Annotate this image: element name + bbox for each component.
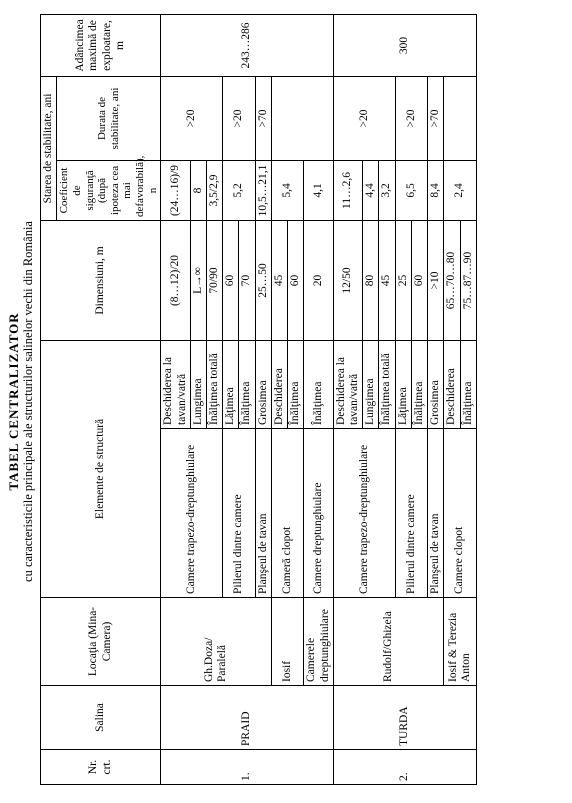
parameter-cell: Lungimea [190,340,206,428]
parameter-cell: Înălţimea totală [207,340,223,428]
table-row [444,14,460,784]
dimension-cell: 60 [411,220,427,340]
parameter-cell: Deschiderea [444,340,460,428]
coefficient-cell: 5,4 [271,160,303,220]
coefficient-cell: 2,4 [444,160,476,220]
table-row [333,14,362,784]
dimension-cell: 60 [223,220,239,340]
locatia-cell: Camerele dreptunghiulare [304,598,333,686]
dimension-cell: 75…87…90 [460,220,476,340]
duration-cell: >70 [428,76,444,160]
locatia-cell: Iosif & Terezia Anton [444,598,476,686]
dimension-cell: 25 [395,220,411,340]
coefficient-cell: 8 [190,160,206,220]
header-row [41,14,57,784]
dimension-cell: 80 [363,220,379,340]
coefficient-cell: 3,5/2,9 [207,160,223,220]
salina-cell: PRAID [161,686,333,750]
dimension-cell: 45 [271,220,287,340]
table-row [271,14,287,784]
coefficient-cell: 6,5 [395,160,427,220]
header-adancimea: Adâncimea maximă de exploatare, m [41,14,161,76]
header-locatia: Locaţia (Mina-Camera) [41,598,161,686]
element-cell: Camere trapezo-dreptunghiulare [161,429,223,598]
coefficient-cell: 8,4 [428,160,444,220]
structures-table [40,14,477,785]
element-cell: Planşeul de tavan [255,429,271,598]
dimension-cell: 12/50 [333,220,362,340]
parameter-cell: Lungimea [363,340,379,428]
coefficient-cell: 11…2,6 [333,160,362,220]
element-cell: Camere trapezo-dreptunghiulare [333,429,395,598]
element-cell: Pilierul dintre camere [223,429,255,598]
table-subtitle: cu caracteristicile principale ale structurilor salinelor vechi din România [21,221,35,582]
dimension-cell: L→∞ [190,220,206,340]
header-durata: Durata de stabilitate, ani [57,76,161,160]
element-cell: Pilierul dintre camere [395,429,427,598]
coefficient-cell: 4,4 [363,160,379,220]
element-cell: Planşeul de tavan [428,429,444,598]
header-coeficient: Coeficient de siguranţă (după ipoteza cea mai defavorabilă), n [57,160,161,220]
coefficient-cell: 4,1 [304,160,333,220]
coefficient-cell: 5,2 [223,160,255,220]
duration-cell: >20 [333,76,395,160]
dimension-cell: 25…50 [255,220,271,340]
element-cell: Camere clopot [444,429,476,598]
parameter-cell: Înălţimea [304,340,333,428]
coefficient-cell: 10,5…21,1 [255,160,271,220]
header-starea: Starea de stabilitate, ani [41,76,57,220]
dimension-cell: 70/90 [207,220,223,340]
duration-cell [271,76,333,160]
duration-cell: >20 [161,76,223,160]
parameter-cell: Grosimea [428,340,444,428]
element-cell: Cameră clopot [271,429,303,598]
header-elemente: Elemente de structură [41,340,161,597]
table-title: TABEL CENTRALIZATOR [6,312,21,491]
depth-cell: 300 [333,14,476,76]
element-cell: Camere dreptunghiulare [304,429,333,598]
dimension-cell: 20 [304,220,333,340]
nr-cell: 2. [333,750,476,785]
dimension-cell: >10 [428,220,444,340]
parameter-cell: Înălţimea [239,340,255,428]
parameter-cell: Înălţimea [288,340,304,428]
locatia-cell: Gh.Doza/ Paralelă [161,598,272,686]
nr-cell: 1. [161,750,333,785]
duration-cell: >70 [255,76,271,160]
dimension-cell: 45 [379,220,395,340]
parameter-cell: Grosimea [255,340,271,428]
locatia-cell: Iosif [271,598,303,686]
dimension-cell: 70 [239,220,255,340]
parameter-cell: Lăţimea [395,340,411,428]
coefficient-cell: (24…16)/9 [161,160,190,220]
parameter-cell: Înălţimea totală [379,340,395,428]
depth-cell: 243…286 [161,14,333,76]
parameter-cell: Deschiderea la tavan/vatră [333,340,362,428]
parameter-cell: Înălţimea [460,340,476,428]
parameter-cell: Lăţimea [223,340,239,428]
duration-cell [444,76,476,160]
table-row [161,14,190,784]
header-nr: Nr. crt. [41,750,161,785]
header-salina: Salina [41,686,161,750]
dimension-cell: 65…70…80 [444,220,460,340]
dimension-cell: (8…12)/20 [161,220,190,340]
coefficient-cell: 3,2 [379,160,395,220]
parameter-cell: Înălţimea [411,340,427,428]
header-dimensiuni: Dimensiuni, m [41,220,161,340]
parameter-cell: Deschiderea la tavan/vatră [161,340,190,428]
dimension-cell: 60 [288,220,304,340]
parameter-cell: Deschiderea [271,340,287,428]
salina-cell: TURDA [333,686,476,750]
duration-cell: >20 [395,76,427,160]
locatia-cell: Rudolf/Ghizela [333,598,444,686]
duration-cell: >20 [223,76,255,160]
